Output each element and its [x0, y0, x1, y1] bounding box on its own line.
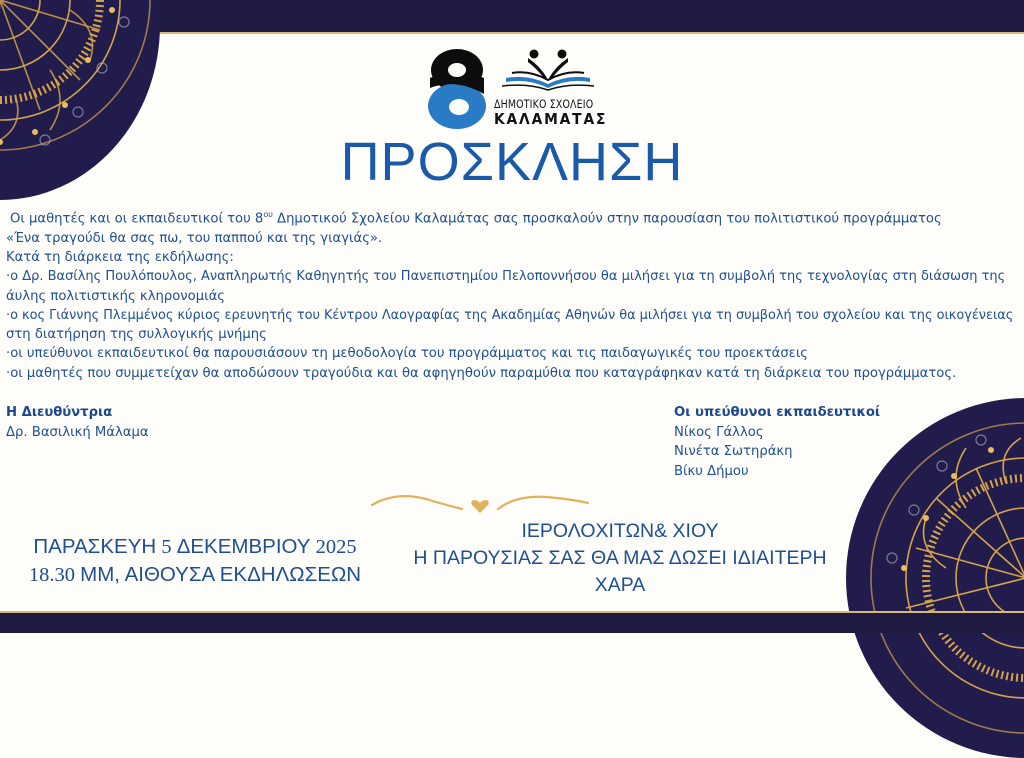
invitation-body [6, 205, 1021, 383]
agenda-item: ·ο Δρ. Βασίλης Πουλόπουλος, Αναπληρωτής Καθηγητής του Πανεπιστημίου Πελοποννήσου θα μιλήσει για τη συμβολή της τεχνολογίας στη διάσωση της [6, 269, 1006, 285]
agenda-item-continued: άυλης πολιτιστικής κληρονομιάς [6, 288, 226, 304]
teachers-heading: Οι υπεύθυνοι εκπαιδευτικοί [674, 405, 881, 420]
event-day: ΠΑΡΑΣΚΕΥΗ [33, 535, 157, 558]
page-title: ΠΡΟΣΚΛΗΣΗ [340, 132, 684, 192]
event-year: 2025 [315, 536, 357, 558]
event-time: 18.30 [28, 564, 76, 586]
heart-flourish-divider-icon [366, 489, 594, 519]
event-date-line [20, 533, 370, 561]
agenda-item: ·ο κος Γιάννης Πλεμμένος κύριος ερευνητής του Κέντρου Λαογραφίας της Ακαδημίας Αθηνών θα μιλήσει για τη συμβολή του σχολείου και της οικογένειας [6, 307, 1014, 323]
event-venue: ΜΜ, ΑΙΘΟΥΣΑ ΕΚΔΗΛΩΣΕΩΝ [80, 563, 362, 586]
numeral-eight-logo-icon [426, 48, 488, 130]
agenda-item: ·οι υπεύθυνοι εκπαιδευτικοί θα παρουσιάσουν τη μεθοδολογία του προγράμματος και τις παιδαγωγικές του προεκτάσεις [6, 346, 809, 362]
event-address: ΙΕΡΟΛΟΧΙΤΩΝ& ΧΙΟΥ [521, 520, 719, 542]
director-heading: Η Διευθύντρια [6, 405, 113, 420]
logo-school-type: ΔΗΜΟΤΙΚΟ ΣΧΟΛΕΙΟ [494, 97, 594, 111]
ordinal-superscript: ου [263, 210, 273, 219]
event-month: ΔΕΚΕΜΒΡΙΟΥ [176, 535, 311, 558]
event-address-closing [400, 518, 840, 599]
director-name: Δρ. Βασιλική Μάλαμα [6, 424, 149, 440]
intro-text-start: Οι μαθητές και οι εκπαιδευτικοί του 8 [10, 211, 264, 227]
teacher-name: Νίκος Γάλλος [674, 424, 764, 440]
program-title: «Ένα τραγούδι θα σας πω, του παππού και της γιαγιάς». [6, 230, 383, 246]
teacher-name: Βίκυ Δήμου [674, 463, 749, 479]
during-event-label: Κατά τη διάρκεια της εκδήλωσης: [6, 249, 234, 265]
teacher-name: Νινέτα Σωτηράκη [674, 444, 793, 459]
agenda-item: ·οι μαθητές που συμμετείχαν θα αποδώσουν τραγούδια και θα αφηγηθούν παραμύθια που καταγράφηκαν κατά τη διάρκεια του προγράμματος. [6, 365, 957, 381]
event-time-line [20, 561, 370, 589]
logo-school-city: ΚΑΛΑΜΑΤΑΣ [494, 110, 608, 128]
closing-line: Η ΠΑΡΟΥΣΙΑΣ ΣΑΣ ΘΑ ΜΑΣ ΔΩΣΕΙ ΙΔΙΑΙΤΕΡΗ [413, 547, 827, 569]
bottom-navy-band [0, 613, 1024, 633]
director-signature [6, 403, 149, 442]
school-logo [426, 48, 606, 132]
closing-line-continued: ΧΑΡΑ [594, 574, 646, 596]
intro-paragraph [6, 205, 1021, 229]
open-book-children-icon [498, 48, 598, 92]
intro-text-end: Δημοτικού Σχολείου Καλαμάτας σας προσκαλούν στην παρουσίαση του πολιτιστικού προγράμματος [272, 211, 942, 227]
event-day-number: 5 [161, 536, 172, 558]
teachers-signature [674, 403, 880, 481]
event-date-time [20, 533, 370, 589]
agenda-item-continued: στη διατήρηση της συλλογικής μνήμης [6, 327, 267, 343]
